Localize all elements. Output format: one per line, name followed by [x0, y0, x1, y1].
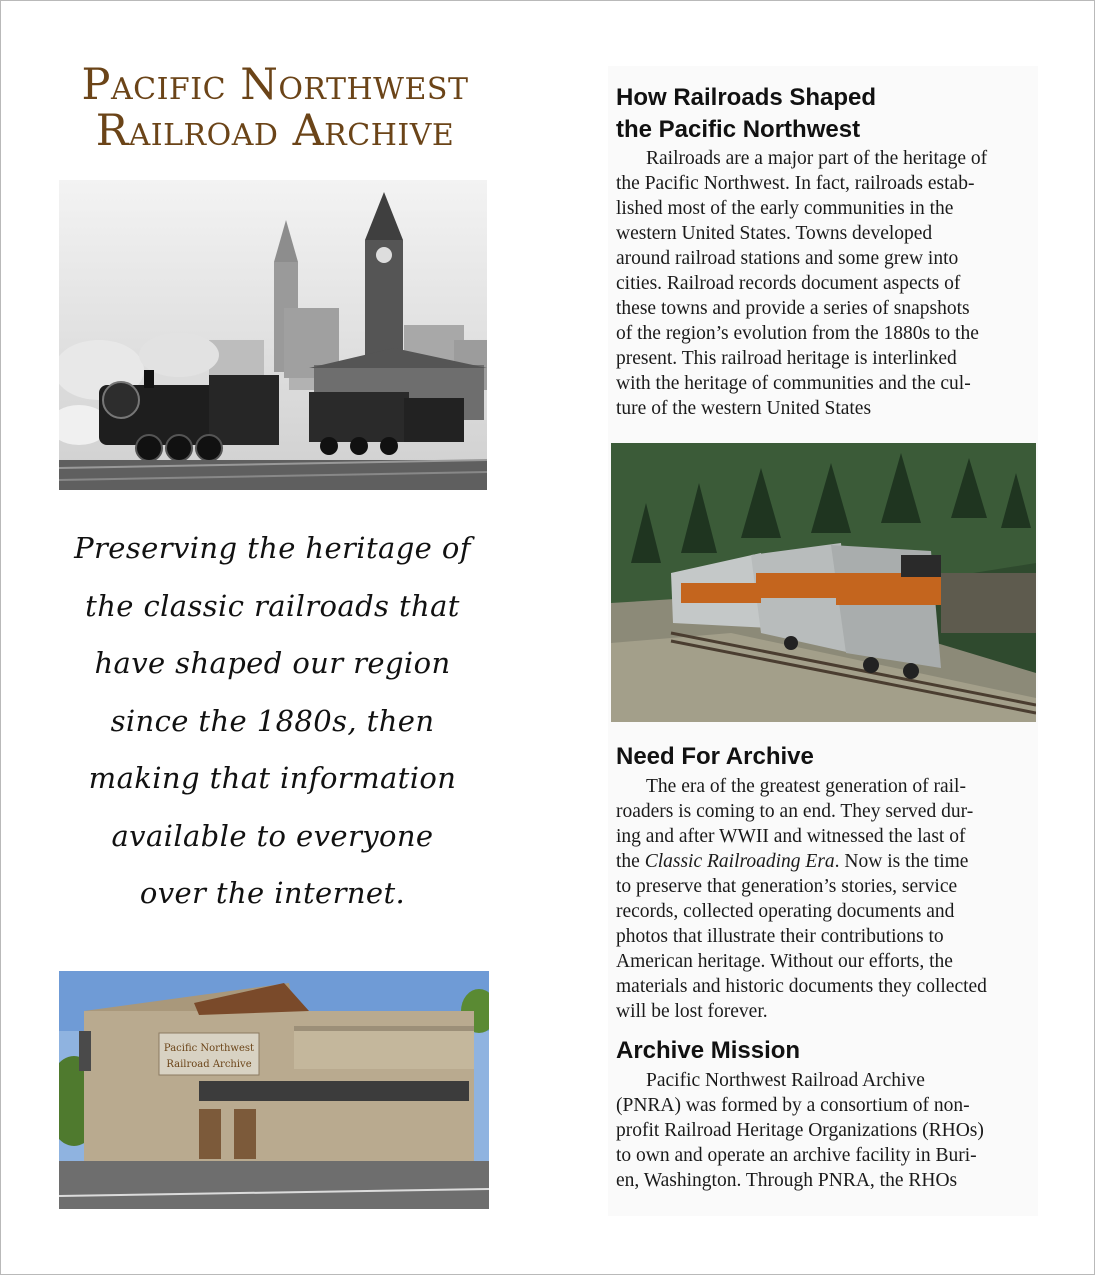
body-line: around railroad stations and some grew into [616, 248, 959, 269]
body-line: profit Railroad Heritage Organizations (RHOs) [616, 1120, 984, 1141]
section-heading-how [616, 82, 876, 146]
body-line: with the heritage of communities and the cul- [616, 373, 971, 394]
body-line: of the region’s evolution from the 1880s to the [616, 323, 979, 344]
tagline-line: the classic railroads that [85, 588, 460, 623]
section-heading-mission: Archive Mission [616, 1037, 801, 1064]
body-line: to preserve that generation’s stories, service [616, 876, 958, 897]
building-photo-drawing [59, 971, 489, 1209]
diesel-locomotives-photo [611, 443, 1036, 722]
tagline-line: over the internet. [139, 876, 406, 910]
building-sign-line-2: Railroad Archive [166, 1059, 252, 1070]
section-body-how [616, 146, 1036, 421]
body-line: records, collected operating documents and [616, 901, 955, 922]
section-body-need [616, 774, 1036, 1024]
tagline-line: Preserving the heritage of [74, 531, 471, 565]
tagline-line: available to everyone [111, 818, 434, 853]
body-line: American heritage. Without our efforts, the [616, 951, 953, 972]
title-line-1: Pacific Northwest [81, 60, 469, 110]
body-line: Railroads are a major part of the heritage of [646, 148, 988, 169]
tagline-line: making that information [88, 761, 457, 795]
steam-locomotives-photo [59, 180, 487, 490]
how-heading-line-1: How Railroads Shaped [616, 84, 877, 111]
body-line: roaders is coming to an end. They served dur- [616, 801, 974, 822]
body-line: ture of the western United States [616, 398, 872, 419]
body-line: The era of the greatest generation of rail- [646, 776, 966, 797]
section-heading-need: Need For Archive [616, 743, 814, 770]
section-body-mission [616, 1068, 1036, 1193]
body-line: ing and after WWII and witnessed the last of [616, 826, 966, 847]
classic-era-italic: Classic Railroading Era [644, 851, 835, 872]
tagline-line: since the 1880s, then [110, 703, 435, 738]
building-sign-line-1: Pacific Northwest [163, 1043, 255, 1054]
body-line: to own and operate an archive facility in Buri- [616, 1145, 977, 1166]
body-line: (PNRA) was formed by a consortium of non- [616, 1095, 970, 1116]
body-line: materials and historic documents they collected [616, 976, 987, 997]
diesel-photo-drawing [611, 443, 1036, 722]
tagline-line: have shaped our region [94, 646, 451, 680]
tagline [60, 520, 485, 923]
page-title [40, 62, 510, 154]
body-text-span: . Now is the time [834, 851, 969, 872]
body-line: will be lost forever. [616, 1001, 768, 1022]
body-text-span: the [616, 851, 645, 872]
body-line: cities. Railroad records document aspects of [616, 273, 961, 294]
body-line-mixed [616, 849, 1036, 874]
how-heading-line-2: the Pacific Northwest [616, 116, 861, 143]
title-line-2: Railroad Archive [95, 106, 455, 156]
body-line: the Pacific Northwest. In fact, railroads estab- [616, 173, 975, 194]
body-line: photos that illustrate their contributions to [616, 926, 944, 947]
archive-building-photo [59, 971, 489, 1209]
body-line: these towns and provide a series of snapshots [616, 298, 970, 319]
body-line: lished most of the early communities in the [616, 198, 954, 219]
steam-photo-drawing [59, 180, 487, 490]
body-line: present. This railroad heritage is interlinked [616, 348, 957, 369]
body-line: en, Washington. Through PNRA, the RHOs [616, 1170, 958, 1191]
body-line: western United States. Towns developed [616, 223, 933, 244]
body-line: Pacific Northwest Railroad Archive [646, 1070, 925, 1091]
